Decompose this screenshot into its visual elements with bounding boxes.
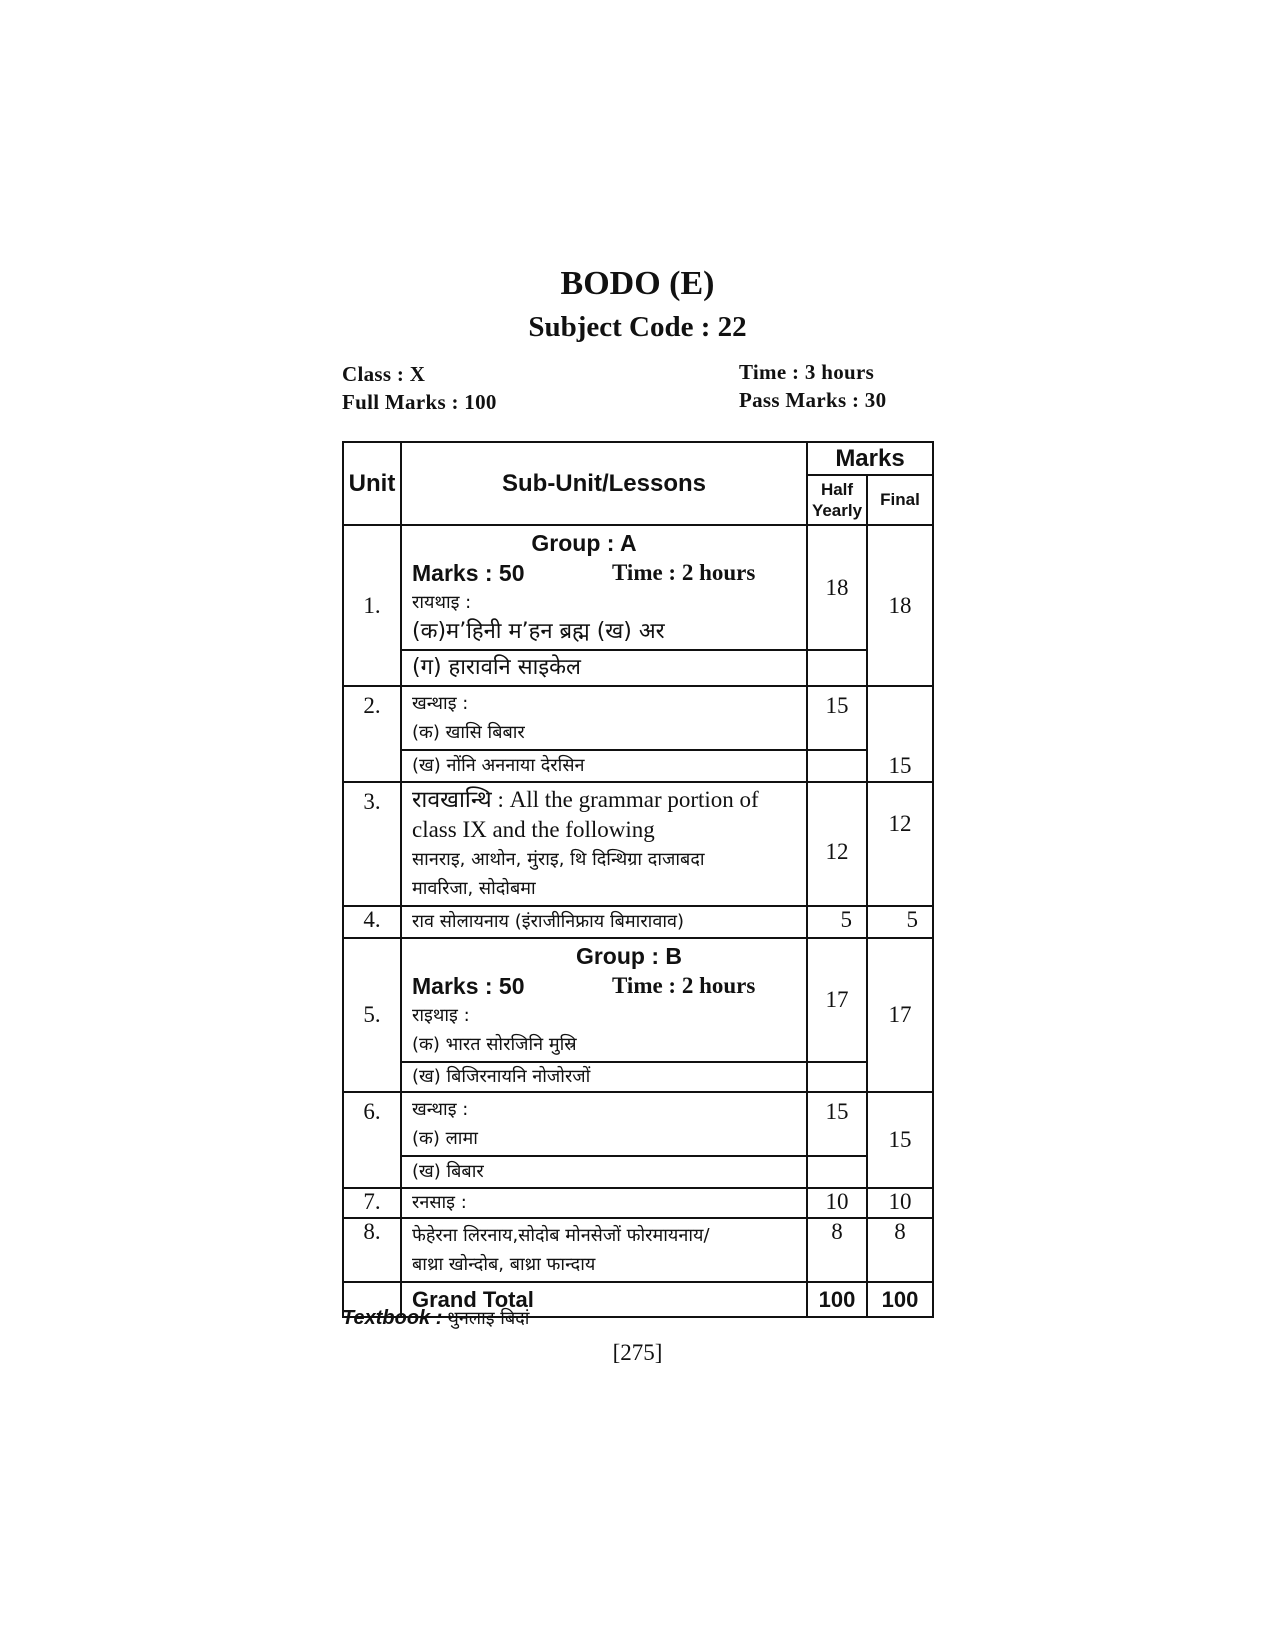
lesson-line: (क) लामा: [412, 1128, 478, 1149]
half-yearly-marks: 15: [807, 686, 867, 750]
col-half-yearly-header: Half Yearly: [807, 475, 867, 525]
final-marks: 5: [867, 906, 933, 938]
unit-number: 7.: [343, 1188, 401, 1218]
group-b-time: Time : 2 hours: [612, 973, 756, 998]
lesson-line: (क) खासि बिबार: [412, 722, 525, 743]
time-label: Time : 3 hours: [739, 360, 875, 384]
lesson-line: खन्थाइ :: [412, 1099, 469, 1120]
full-marks-label: Full Marks : 100: [342, 390, 497, 414]
grand-total-half-yearly: 100: [807, 1282, 867, 1317]
lessons-cell: [401, 525, 807, 650]
page-number: [275]: [612, 1340, 663, 1365]
unit-number: 2.: [343, 686, 401, 782]
group-a-meta: [412, 558, 796, 588]
unit-number: 8.: [343, 1218, 401, 1282]
lessons-cell: [401, 686, 807, 750]
unit-number: 5.: [343, 938, 401, 1092]
lesson-line: (ख) बिजिरनायनि नोजोरजों: [412, 1066, 591, 1087]
lesson-line: (ख) बिबार: [412, 1161, 484, 1182]
final-marks: 15: [867, 686, 933, 782]
group-a-time: Time : 2 hours: [612, 560, 756, 585]
final-marks: 17: [867, 938, 933, 1092]
half-yearly-marks: 12: [807, 782, 867, 906]
half-yearly-marks-empty: [807, 750, 867, 782]
col-lessons-header: Sub-Unit/Lessons: [401, 442, 807, 525]
lesson-line: राइथाइ :: [412, 1005, 470, 1026]
half-yearly-marks: 10: [807, 1188, 867, 1218]
group-b-meta: [412, 971, 796, 1001]
half-yearly-marks: 8: [807, 1218, 867, 1282]
half-yearly-marks: 5: [807, 906, 867, 938]
final-marks: 18: [867, 525, 933, 686]
lessons-cell: [401, 938, 807, 1062]
lessons-cell: [401, 1188, 807, 1218]
lesson-line: (क)म’हिनी म’हन ब्रह्म (ख) अर: [412, 619, 665, 644]
table-row: [343, 650, 933, 686]
half-yearly-marks-empty: [807, 1062, 867, 1092]
group-a-marks: Marks : 50: [412, 560, 525, 586]
lesson-line: मावरिजा, सोदोबमा: [412, 878, 536, 899]
final-marks: 8: [867, 1218, 933, 1282]
table-row: [343, 1156, 933, 1188]
table-row: [343, 1188, 933, 1218]
unit-number: 4.: [343, 906, 401, 938]
textbook-value: थुनलाइ बिदां: [447, 1308, 530, 1329]
lesson-line: सानराइ, आथोन, मुंराइ, थि दिन्थिग्रा दाजाबदा: [412, 849, 705, 870]
final-marks: 12: [867, 782, 933, 906]
final-marks: 10: [867, 1188, 933, 1218]
lesson-line: राव सोलायनाय (इंराजीनिफ्राय बिमारावाव): [412, 911, 685, 932]
col-marks-header: Marks: [807, 442, 933, 475]
table-row: [343, 1218, 933, 1282]
col-final-header: Final: [867, 475, 933, 525]
table-row: [343, 938, 933, 1062]
table-row: [343, 750, 933, 782]
table-row: [343, 686, 933, 750]
col-unit-header: Unit: [343, 442, 401, 525]
lesson-line: (क) भारत सोरजिनि मुस्रि: [412, 1034, 577, 1055]
textbook-label: Textbook :: [342, 1307, 443, 1329]
table-row: [343, 1092, 933, 1156]
lessons-cell: [401, 750, 807, 782]
lessons-cell: [401, 1156, 807, 1188]
lessons-cell: [401, 1092, 807, 1156]
half-yearly-marks: 15: [807, 1092, 867, 1156]
pass-marks-label: Pass Marks : 30: [739, 388, 887, 412]
class-label: Class : X: [342, 362, 426, 386]
half-yearly-marks: 18: [807, 525, 867, 650]
final-marks: 15: [867, 1092, 933, 1188]
subject-code: Subject Code : 22: [528, 311, 747, 343]
lesson-line: class IX and the following: [412, 817, 655, 842]
syllabus-table: [342, 441, 934, 1318]
lessons-cell: [401, 1062, 807, 1092]
textbook-note: [342, 1306, 529, 1330]
lesson-line: बाथ्रा खोन्दोब, बाथ्रा फान्दाय: [412, 1254, 596, 1275]
table-row: [343, 1062, 933, 1092]
lessons-cell: [401, 906, 807, 938]
lesson-line: रावखान्थि : All the grammar portion of: [412, 787, 759, 812]
grand-total-label: Grand Total: [401, 1282, 807, 1317]
table-row: [343, 906, 933, 938]
lesson-line: (ग) हारावनि साइकेल: [412, 655, 581, 680]
lesson-line: रायथाइ :: [412, 592, 472, 613]
half-yearly-marks-empty: [807, 650, 867, 686]
unit-number: 1.: [343, 525, 401, 686]
lessons-cell: [401, 650, 807, 686]
half-yearly-marks: 17: [807, 938, 867, 1062]
grand-total-final: 100: [867, 1282, 933, 1317]
page-title: BODO (E): [560, 265, 715, 302]
group-b-marks: Marks : 50: [412, 973, 525, 999]
table-row: [343, 782, 933, 906]
lessons-cell: [401, 1218, 807, 1282]
lessons-cell: [401, 782, 807, 906]
lesson-line: रनसाइ :: [412, 1192, 467, 1213]
lesson-line: खन्थाइ :: [412, 693, 469, 714]
unit-number: 6.: [343, 1092, 401, 1188]
group-b-title: Group : B: [575, 943, 683, 969]
lesson-line: फेहेरना लिरनाय,सोदोब मोनसेजों फोरमायनाय/: [412, 1225, 710, 1246]
half-yearly-marks-empty: [807, 1156, 867, 1188]
unit-number: 3.: [343, 782, 401, 906]
table-row: [343, 525, 933, 650]
group-a-title: Group : A: [531, 530, 637, 556]
lesson-line: (ख) नोंनि अननाया देरसिन: [412, 755, 585, 776]
